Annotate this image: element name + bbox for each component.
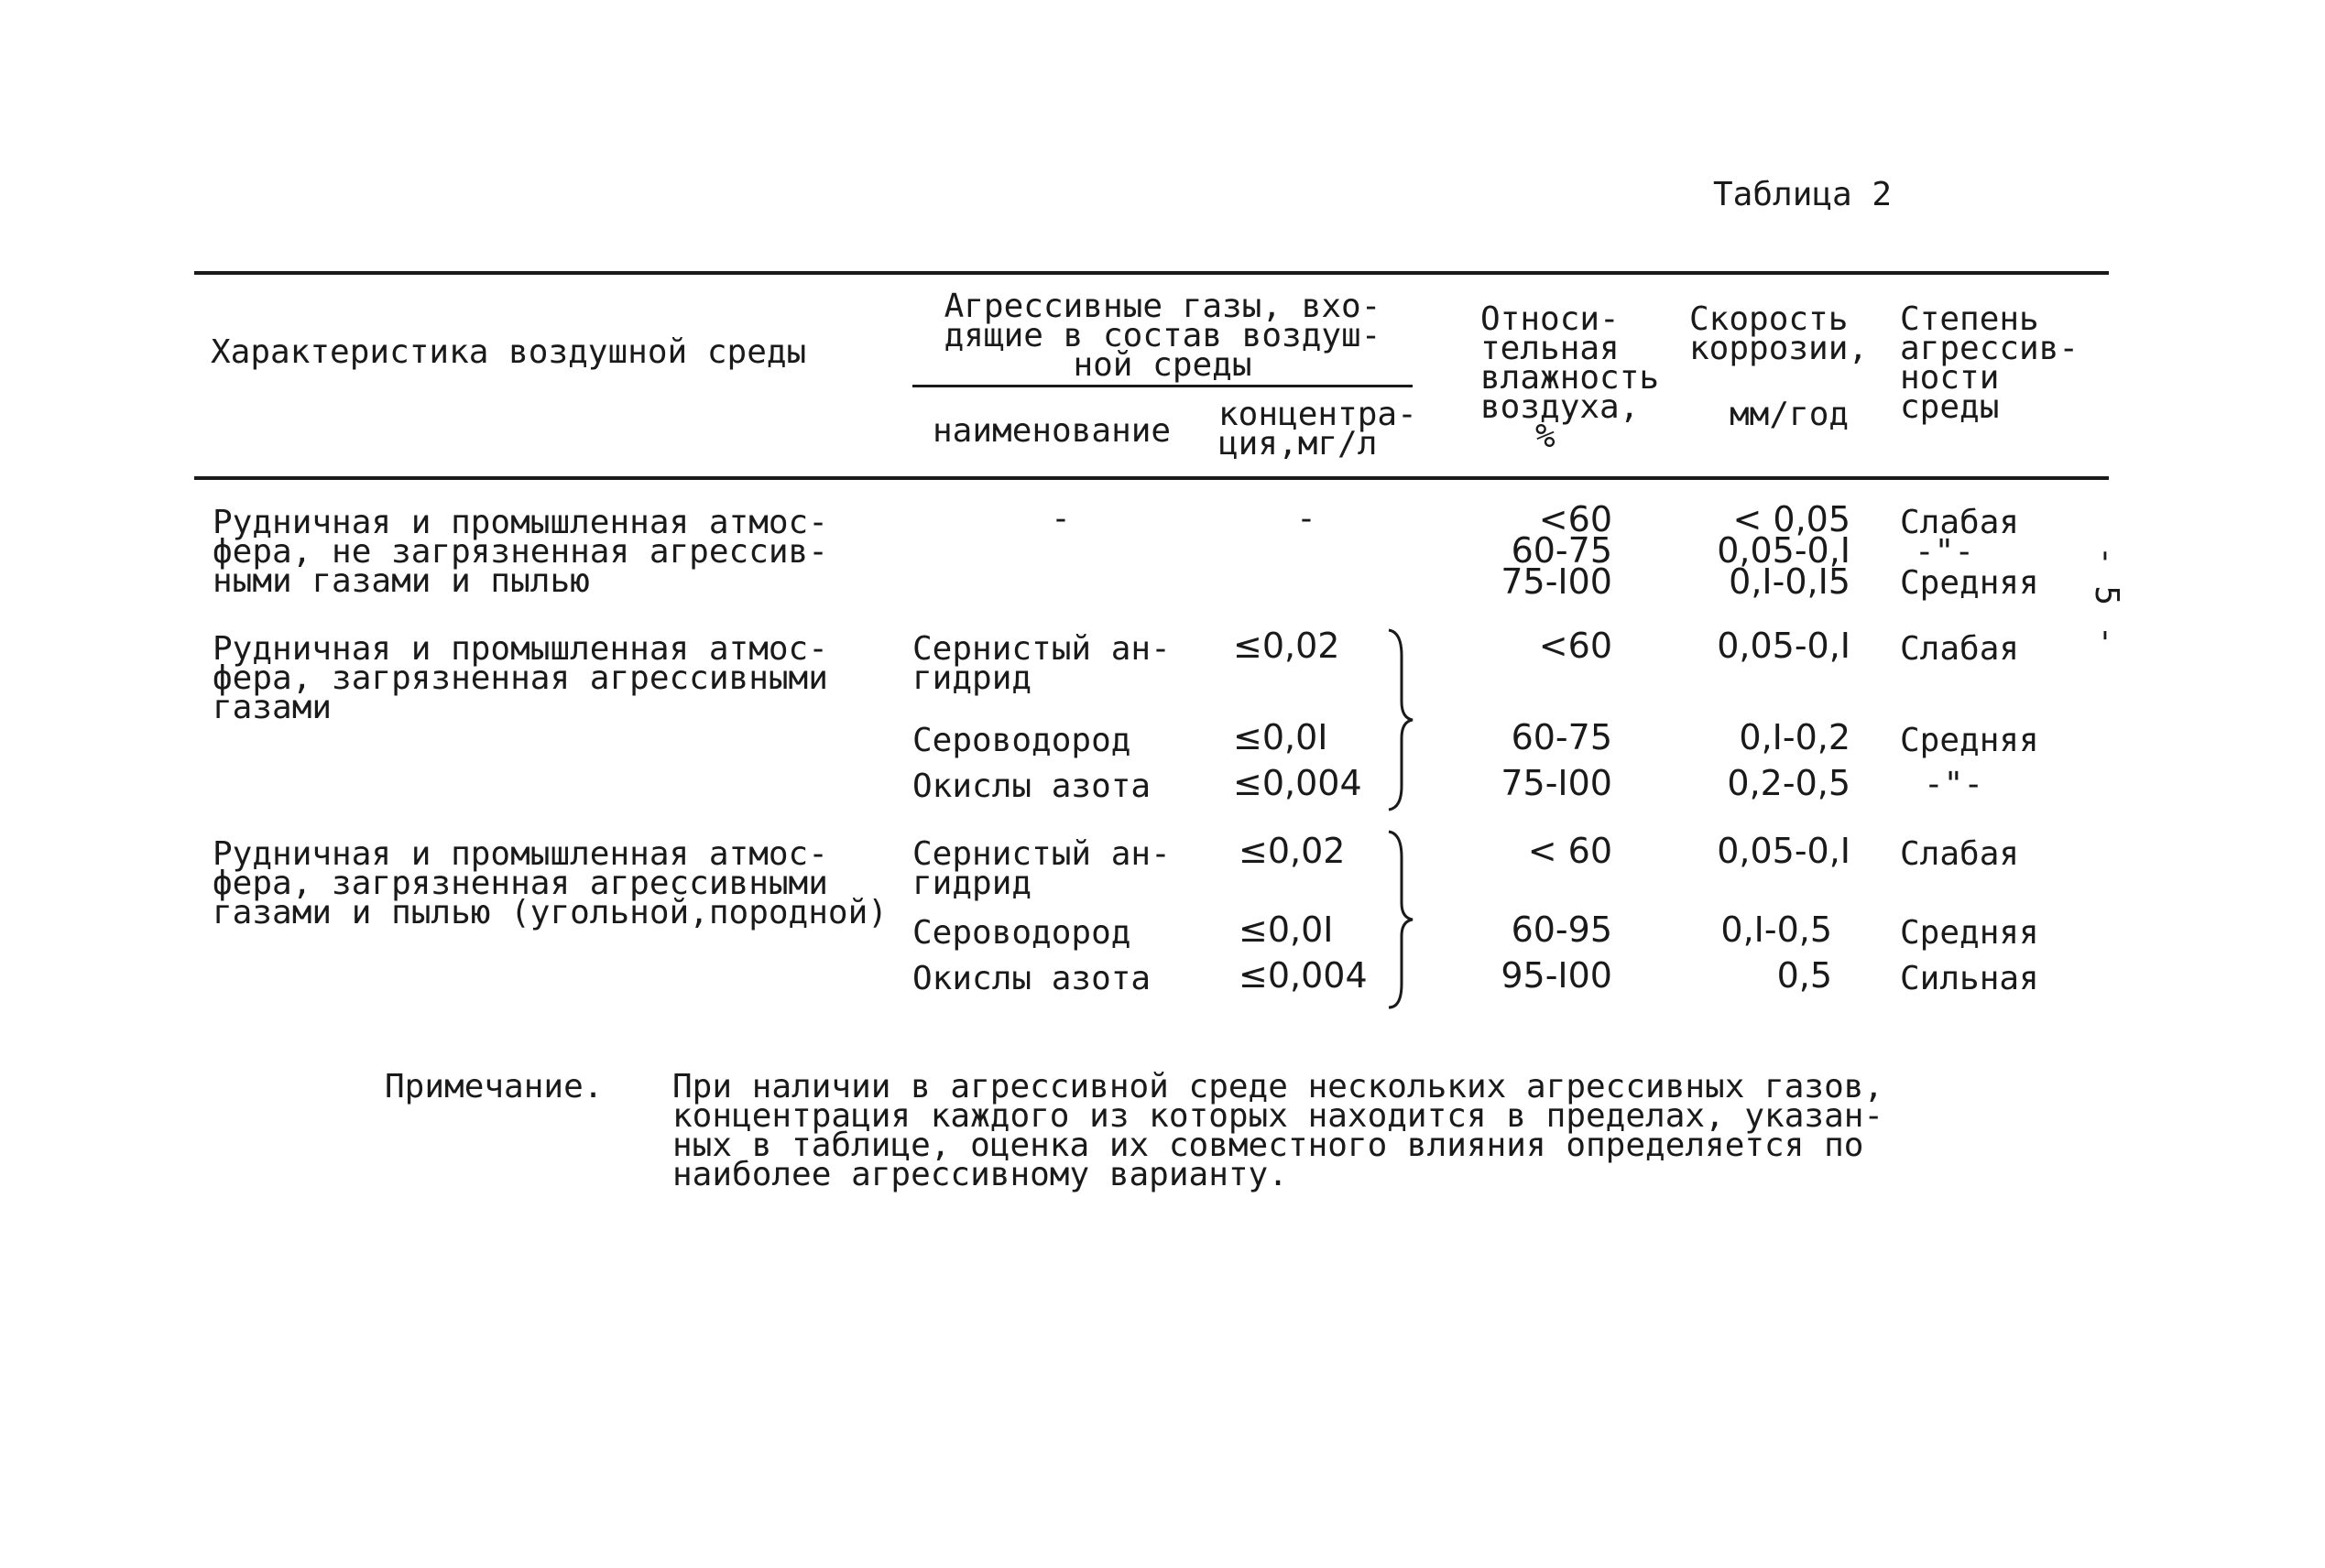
table-top-rule [194,271,2109,275]
header-gas-name: наименование [933,412,1172,450]
note-label: Примечание. [385,1068,604,1105]
gas-name: - [1051,500,1071,538]
gas-name: Сероводород [912,722,1131,759]
page-number: - 5 - [2088,546,2125,646]
gas-name: Окислы азота [912,768,1152,805]
group-header-rule [912,385,1413,387]
grouping-brace-icon [1381,628,1418,811]
grouping-brace-icon [1381,830,1418,1009]
gas-name: Окислы азота [912,960,1152,997]
concentration: ≤0,0I [1233,717,1328,757]
gas-name: Сернистый ан- [912,630,1171,668]
gas-name: Сероводород [912,914,1131,952]
concentration: ≤0,0I [1239,909,1334,950]
header-bottom-rule [194,476,2109,480]
concentration: - [1296,500,1316,538]
concentration: ≤0,02 [1233,626,1340,666]
gas-name: Сернистый ан- [912,835,1171,873]
table-title: Таблица 2 [1713,176,1893,213]
concentration: ≤0,004 [1239,955,1368,996]
concentration: ≤0,02 [1239,831,1346,871]
header-characteristic: Характеристика воздушной среды [211,333,807,371]
concentration: ≤0,004 [1233,763,1362,803]
